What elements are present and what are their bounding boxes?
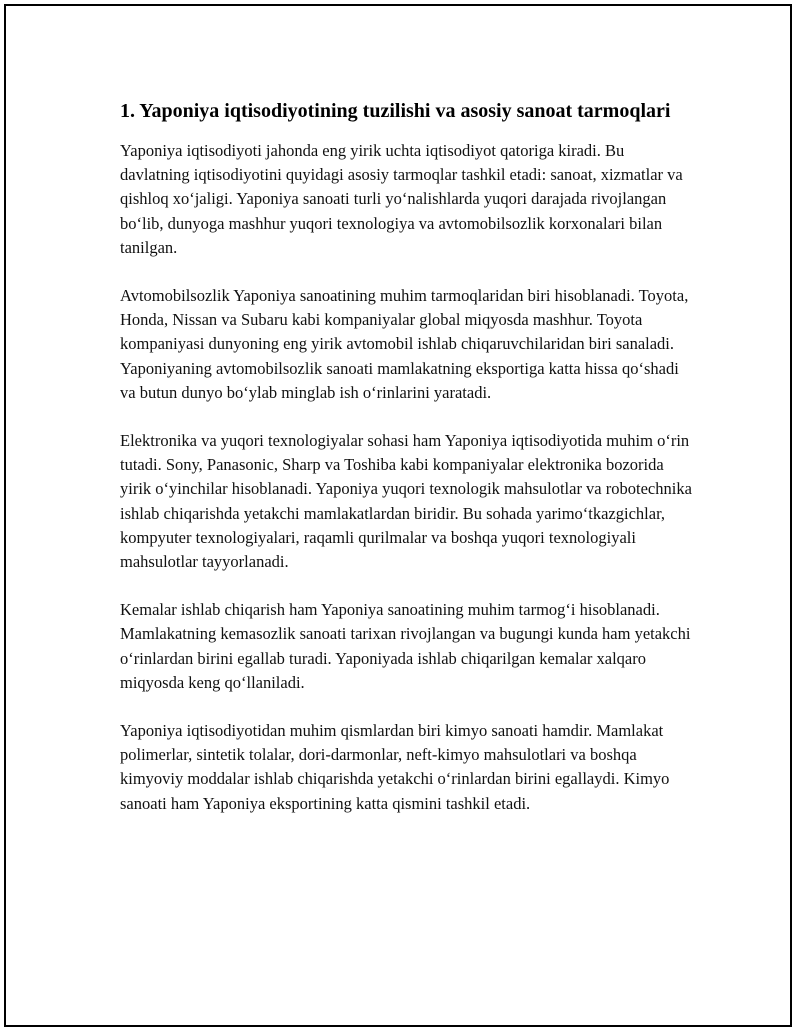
paragraph-automotive: Avtomobilsozlik Yaponiya sanoatining muhim tarmoqlaridan biri hisoblanadi. Toyota, Honda, Nissan va Subaru kabi kompaniyalar global miqyosda mashhur. Toyota kompaniyasi dunyoning eng yirik avtomobil ishlab chiqaruvchilaridan biri sanaladi. Yaponiyaning avtomobilsozlik sanoati mamlakatning eksportiga katta hissa qo‘shadi va butun dunyo bo‘ylab minglab ish o‘rinlarini yaratadi.	[120, 286, 689, 402]
paragraph-electronics: Elektronika va yuqori texnologiyalar sohasi ham Yaponiya iqtisodiyotida muhim o‘rin tutadi. Sony, Panasonic, Sharp va Toshiba kabi kompaniyalar elektronika bozorida yirik o‘yinchilar hisoblanadi. Yaponiya yuqori texnologik mahsulotlar va robotechnika ishlab chiqarishda yetakchi mamlakatlardan biridir. Bu sohada yarimo‘tkazgichlar, kompyuter texnologiyalari, raqamli qurilmalar va boshqa yuqori texnologiyali mahsulotlar tayyorlanadi.	[120, 431, 692, 572]
paragraph-shipbuilding: Kemalar ishlab chiqarish ham Yaponiya sanoatining muhim tarmog‘i hisoblanadi. Mamlakatning kemasozlik sanoati tarixan rivojlangan va bugungi kunda ham yetakchi o‘rinlardan birini egallab turadi. Yaponiyada ishlab chiqarilgan kemalar xalqaro miqyosda keng qo‘llaniladi.	[120, 600, 691, 692]
document-page	[4, 4, 792, 1027]
section-heading: 1. Yaponiya iqtisodiyotining tuzilishi va asosiy sanoat tarmoqlari	[120, 100, 671, 122]
document-content	[120, 98, 695, 840]
paragraph-chemical: Yaponiya iqtisodiyotidan muhim qismlardan biri kimyo sanoati hamdir. Mamlakat polimerlar, sintetik tolalar, dori-darmonlar, neft-kimyo mahsulotlari va boshqa kimyoviy moddalar ishlab chiqarishda yetakchi o‘rinlardan birini egallaydi. Kimyo sanoati ham Yaponiya eksportining katta qismini tashkil etadi.	[120, 721, 670, 813]
paragraph-overview: Yaponiya iqtisodiyoti jahonda eng yirik uchta iqtisodiyot qatoriga kiradi. Bu davlatning iqtisodiyotini quyidagi asosiy tarmoqlar tashkil etadi: sanoat, xizmatlar va qishloq xo‘jaligi. Yaponiya sanoati turli yo‘nalishlarda yuqori darajada rivojlangan bo‘lib, dunyoga mashhur yuqori texnologiya va avtomobilsozlik korxonalari bilan tanilgan.	[120, 141, 683, 257]
